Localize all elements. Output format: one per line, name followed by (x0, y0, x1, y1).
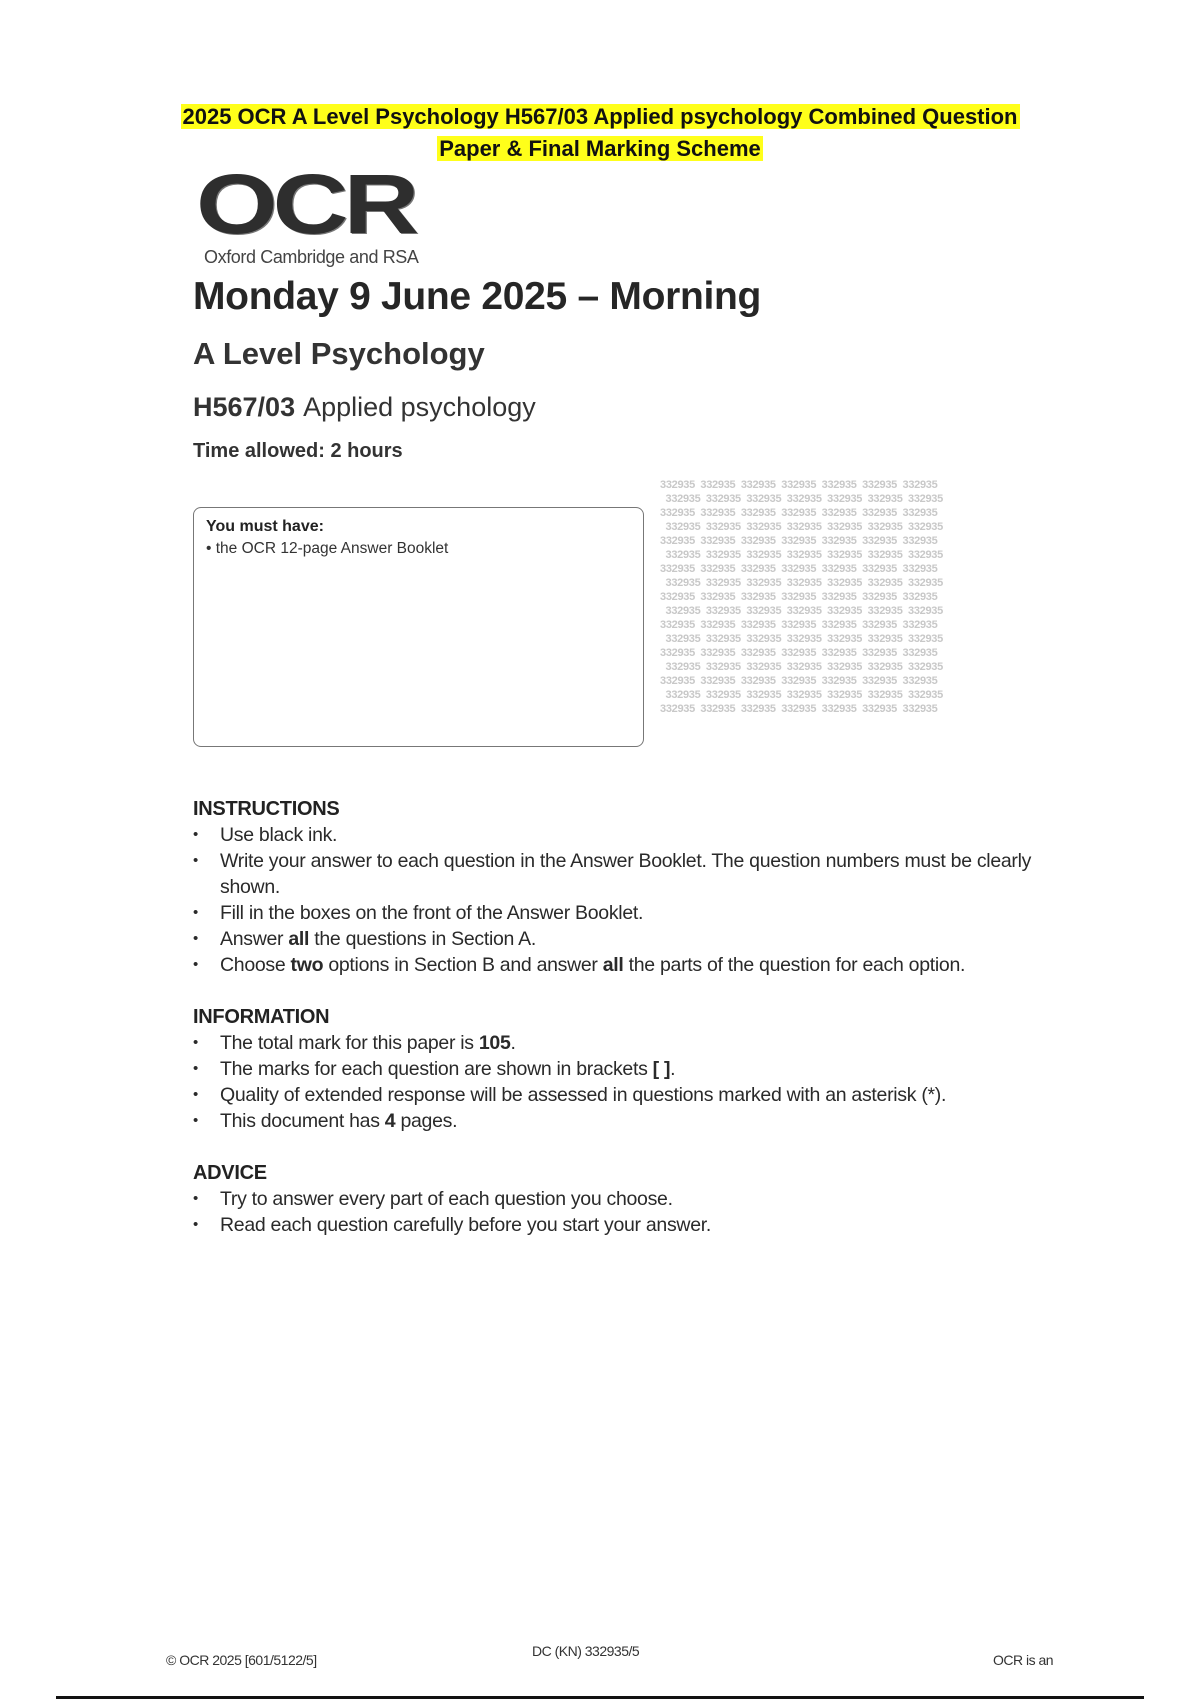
footer-copyright: © OCR 2025 [601/5122/5] (166, 1652, 317, 1668)
emphasis-text: 105 (478, 1032, 511, 1054)
bullet-item (193, 952, 1093, 978)
section-heading: INSTRUCTIONS (193, 798, 340, 820)
box-item: • the OCR 12-page Answer Booklet (206, 540, 449, 557)
bullet-text: This document has (220, 1110, 385, 1132)
unit-title (193, 390, 536, 424)
bullet-text: . (510, 1032, 516, 1054)
document-title-line-2 (0, 134, 1200, 164)
footer-note: OCR is an (993, 1652, 1054, 1668)
footer-rule (56, 1696, 1144, 1699)
bullet-text: Choose (220, 954, 291, 976)
bullet-text: the questions in Section A. (309, 928, 536, 950)
bullet-item (193, 1212, 1093, 1238)
footer-doc-code: DC (KN) 332935/5 (532, 1643, 640, 1659)
bullet-text: . (670, 1058, 676, 1080)
bullet-item (193, 1186, 1093, 1212)
you-must-have-box (193, 507, 644, 747)
bullet-item (193, 1030, 1093, 1056)
bullet-text: Write your answer to each question in the Answer Booklet. The question numbers must be clearly shown. (220, 850, 1032, 898)
unit-code: H567/03 (193, 392, 296, 422)
bullet-text: the parts of the question for each option. (623, 954, 966, 976)
instructions-section (193, 796, 1093, 978)
bullet-text: options in Section B and answer (323, 954, 603, 976)
bullet-item (193, 822, 1093, 848)
bullet-item (193, 926, 1093, 952)
bullet-text: Answer (220, 928, 289, 950)
exam-information-sections (193, 796, 1093, 1238)
security-watermark: 332935 332935 332935 332935 332935 332935 332935 332935 332935 332935 332935 332935 332935 332935 332935 332935 332935 332935 332935 332935 332935 332935 332935 332935 332935 332935 332935 332935 332935 332935 332935 332935 332935 332935 332935 332935 332935 332935 332935 332935 332935 332935 332935 332935 332935 332935 332935 332935 332935 332935 332935 332935 332935 332935 332935 332935 332935 332935 332935 332935 332935 332935 332935 332935 332935 332935 332935 332935 332935 332935 332935 332935 332935 332935 332935 332935 332935 332935 332935 332935 332935 332935 332935 332935 332935 332935 332935 332935 332935 332935 332935 332935 332935 332935 332935 332935 332935 332935 332935 332935 332935 332935 332935 332935 332935 332935 332935 332935 332935 332935 332935 332935 332935 332935 332935 332935 332935 332935 332935 (660, 479, 943, 715)
bullet-item (193, 848, 1093, 900)
bullet-item (193, 1108, 1093, 1134)
bullet-text: Read each question carefully before you start your answer. (220, 1214, 711, 1236)
emphasis-text: two (290, 954, 324, 976)
bullet-item (193, 900, 1093, 926)
bullet-text: Fill in the boxes on the front of the Answer Booklet. (220, 902, 644, 924)
bullet-text: The total mark for this paper is (220, 1032, 479, 1054)
bullet-text: Try to answer every part of each question you choose. (220, 1188, 673, 1210)
box-title: You must have: (206, 518, 324, 535)
bullet-item (193, 1056, 1093, 1082)
qualification-title: A Level Psychology (193, 336, 485, 371)
section-heading: ADVICE (193, 1162, 267, 1184)
title-text: 2025 OCR A Level Psychology H567/03 Applied psychology Combined Question (182, 104, 1018, 129)
bullet-text: pages. (395, 1110, 458, 1132)
emphasis-text: all (288, 928, 310, 950)
information-section (193, 1004, 1093, 1134)
emphasis-text: 4 (384, 1110, 396, 1132)
box-item-text: the OCR 12-page Answer Booklet (215, 540, 449, 557)
document-title-line-1 (0, 102, 1200, 132)
ocr-logo: OCR (196, 157, 415, 251)
time-allowed: Time allowed: 2 hours (193, 440, 403, 462)
ocr-logo-subtitle: Oxford Cambridge and RSA (204, 247, 419, 267)
emphasis-text: [ ] (652, 1058, 671, 1080)
bullet-text: The marks for each question are shown in brackets (220, 1058, 653, 1080)
advice-section (193, 1160, 1093, 1238)
section-heading: INFORMATION (193, 1006, 330, 1028)
unit-name: Applied psychology (303, 392, 536, 422)
bullet-item (193, 1082, 1093, 1108)
title-text: Paper & Final Marking Scheme (439, 136, 761, 161)
exam-date: Monday 9 June 2025 – Morning (193, 275, 762, 318)
bullet-text: Quality of extended response will be assessed in questions marked with an asterisk (*). (220, 1084, 947, 1106)
emphasis-text: all (602, 954, 624, 976)
bullet-text: Use black ink. (220, 824, 338, 846)
